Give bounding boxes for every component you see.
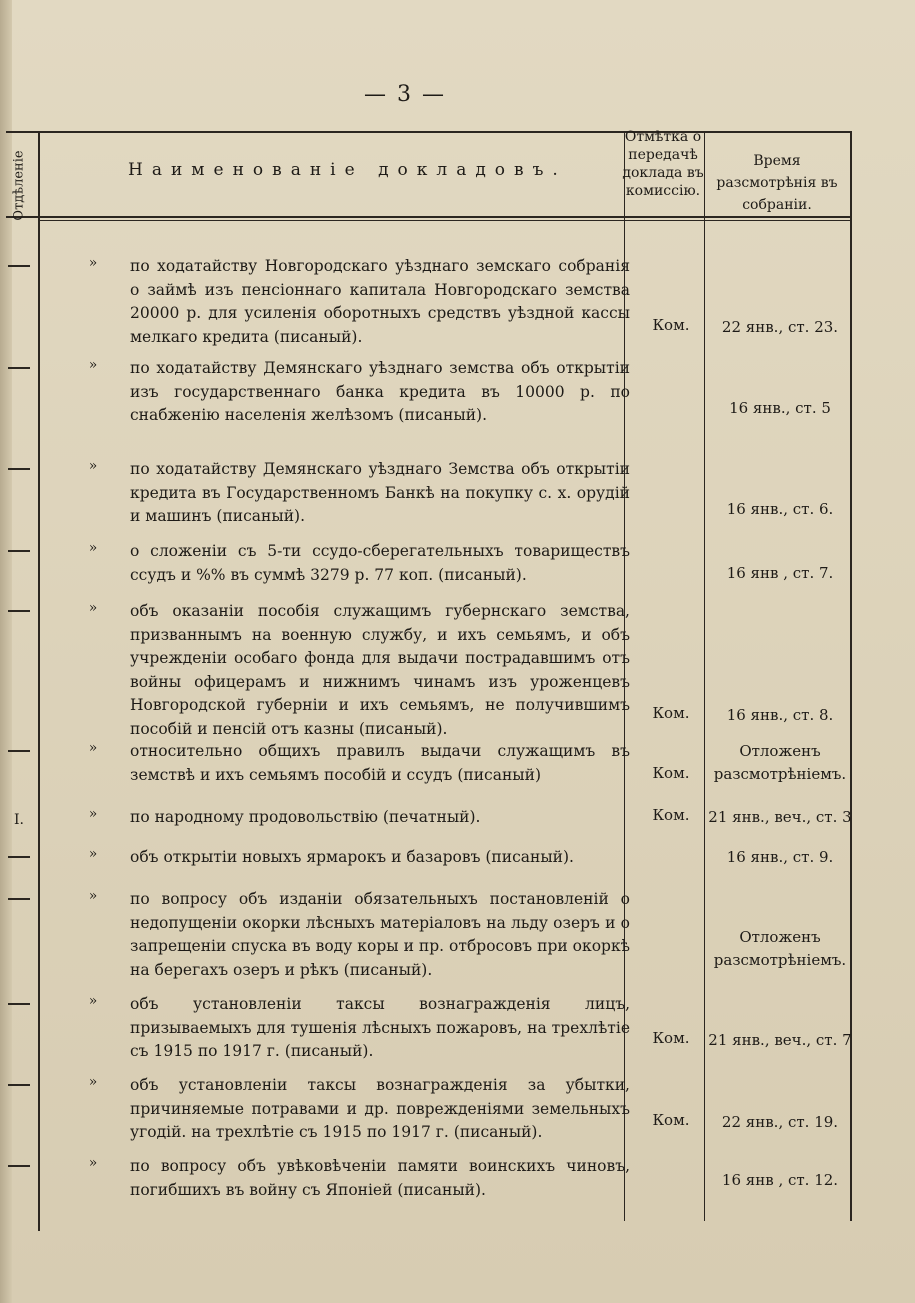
header-report-name: Наименованіе докладовъ. xyxy=(128,160,567,180)
ditto-mark: » xyxy=(88,255,98,271)
report-title: объ установленіи таксы вознагражденія за убытки, причиняемые потравами и др. поврежденіями земельныхъ угодій. на трехлѣтіе съ 1915 по 1917 г. (писаный). xyxy=(130,1076,630,1141)
report-title: относительно общихъ правилъ выдачи служащимъ въ земствѣ и ихъ семьямъ пособій и ссудъ (писаный) xyxy=(130,742,630,784)
ditto-mark: » xyxy=(88,846,98,862)
report-title: по ходатайству Новгородскаго уѣзднаго земскаго собранія о займѣ изъ пенсіоннаго капитала Новгородскаго земства 20000 р. для усиленія оборотныхъ средствъ уѣздной кассы мелкаго кредита (писаный). xyxy=(130,257,630,346)
report-title: по вопросу объ изданіи обязательныхъ постановленій о недопущеніи окорки лѣсныхъ матеріаловъ на льду озеръ и о запрещеніи спуска въ воду коры и пр. отбросовъ при окоркѣ на берегахъ озеръ и рѣкъ (писаный). xyxy=(130,890,630,979)
commission-mark: Ком. xyxy=(652,1029,690,1047)
review-time: 22 янв., ст. 19. xyxy=(721,1113,839,1131)
header-department xyxy=(2,140,36,230)
department-dash xyxy=(8,750,30,752)
ditto-mark: » xyxy=(88,600,98,616)
right-column-rule xyxy=(850,131,852,1221)
report-title: по ходатайству Демянскаго уѣзднаго Земства объ открытіи кредита въ Государственномъ Банкѣ на покупку с. х. орудій и машинъ (писаный). xyxy=(130,460,630,525)
commission-mark: Ком. xyxy=(652,1111,690,1129)
review-time: 16 янв , ст. 7. xyxy=(726,564,834,582)
department-dash xyxy=(8,1165,30,1167)
report-title: по вопросу объ увѣковѣченіи памяти воинскихъ чиновъ, погибшихъ въ войну съ Японіей (писаный). xyxy=(130,1157,630,1199)
review-time: 21 янв., веч., ст. 7 xyxy=(708,1031,852,1049)
header-commission-note: Отмѣтка о передачѣ доклада въ комиссію. xyxy=(622,129,704,199)
ditto-mark: » xyxy=(88,740,98,756)
ditto-mark: » xyxy=(88,888,98,904)
header-bottom-rule-2 xyxy=(38,220,852,221)
ditto-mark: » xyxy=(88,1074,98,1090)
department-dash xyxy=(8,468,30,470)
report-title: объ открытіи новыхъ ярмарокъ и базаровъ (писаный). xyxy=(130,848,574,866)
commission-mark: Ком. xyxy=(652,806,690,824)
review-time: Отложенъ разсмотрѣніемъ. xyxy=(713,742,847,783)
ditto-mark: » xyxy=(88,993,98,1009)
department-dash xyxy=(8,1003,30,1005)
dept-column-rule xyxy=(38,131,40,1231)
header-bottom-rule xyxy=(6,216,852,218)
review-time: 21 янв., веч., ст. 3 xyxy=(708,808,852,826)
department-dash xyxy=(8,550,30,552)
review-time: Отложенъ разсмотрѣніемъ. xyxy=(713,928,847,969)
review-time: 16 янв., ст. 5 xyxy=(729,399,831,417)
report-title: по народному продовольствію (печатный). xyxy=(130,808,481,826)
ditto-mark: » xyxy=(88,458,98,474)
review-time: 16 янв., ст. 6. xyxy=(726,500,834,518)
table-top-rule xyxy=(6,131,852,133)
report-title: по ходатайству Демянскаго уѣзднаго земства объ открытіи изъ государственнаго банка кредита въ 10000 р. по снабженію населенія желѣзомъ (писаный). xyxy=(130,359,630,424)
department-dash xyxy=(8,898,30,900)
ditto-mark: » xyxy=(88,806,98,822)
report-title: объ оказаніи пособія служащимъ губернскаго земства, призваннымъ на военную службу, и ихъ семьямъ, и объ учрежденіи особаго фонда для выдачи пострадавшимъ отъ войны офицерамъ и нижнимъ чинамъ изъ уроженцевъ Новгородской губерніи и ихъ семьямъ, не получившимъ пособій и пенсій отъ казны (писаный). xyxy=(130,602,630,738)
ditto-mark: » xyxy=(88,540,98,556)
page-number: — 3 — xyxy=(364,82,446,107)
department-dash xyxy=(8,367,30,369)
commission-mark: Ком. xyxy=(652,316,690,334)
review-time: 16 янв., ст. 9. xyxy=(726,848,834,866)
department-number: I. xyxy=(14,812,24,828)
time-column-rule xyxy=(704,131,705,1221)
report-title: о сложеніи съ 5-ти ссудо-сберегательныхъ товариществъ ссудъ и %% въ суммѣ 3279 р. 77 коп. (писаный). xyxy=(130,542,630,584)
department-dash xyxy=(8,1084,30,1086)
department-dash xyxy=(8,856,30,858)
department-dash xyxy=(8,610,30,612)
ditto-mark: » xyxy=(88,1155,98,1171)
review-time: 16 янв , ст. 12. xyxy=(721,1171,839,1189)
review-time: 16 янв., ст. 8. xyxy=(726,706,834,724)
ditto-mark: » xyxy=(88,357,98,373)
commission-mark: Ком. xyxy=(652,764,690,782)
commission-mark: Ком. xyxy=(652,704,690,722)
review-time: 22 янв., ст. 23. xyxy=(721,318,839,336)
report-title: объ установленіи таксы вознагражденія лицъ, призываемыхъ для тушенія лѣсныхъ пожаровъ, на трехлѣтіе съ 1915 по 1917 г. (писаный). xyxy=(130,995,630,1060)
header-department-label: Отдѣленіе xyxy=(11,149,27,221)
department-dash xyxy=(8,265,30,267)
header-review-time: Время разсмотрѣнія въ собраніи. xyxy=(716,153,838,213)
